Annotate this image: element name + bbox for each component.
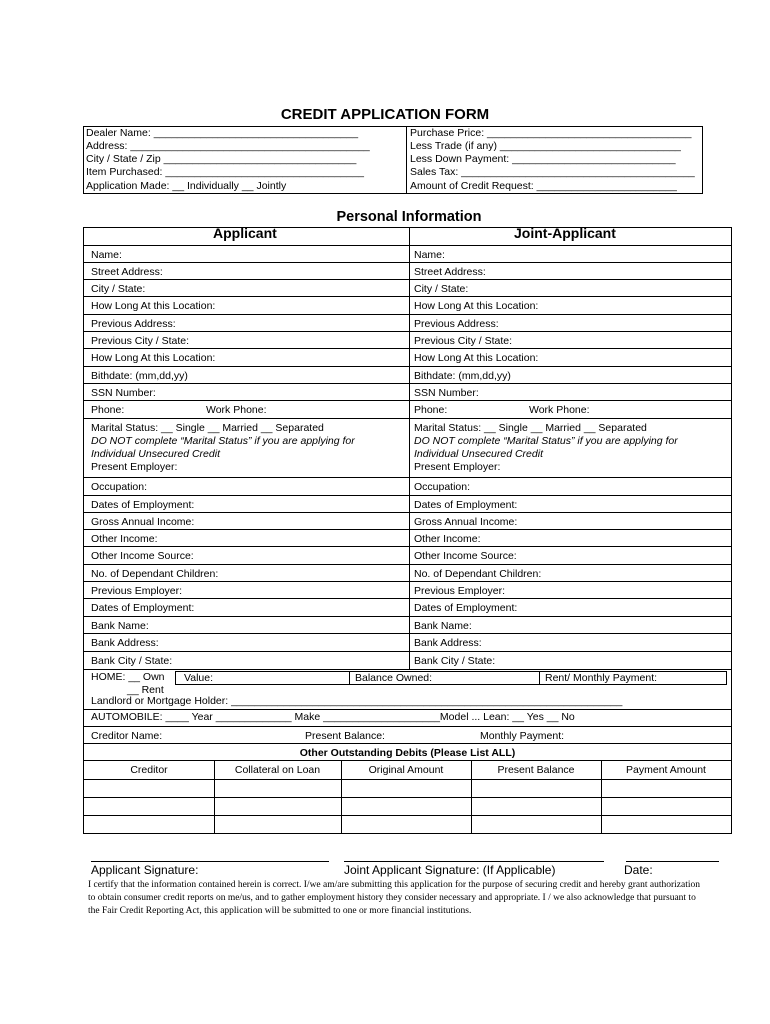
applicant-marital-note: DO NOT complete “Marital Status” if you are applying for	[91, 435, 355, 447]
applicant-ssn-field[interactable]: SSN Number:	[91, 387, 156, 399]
dealer-address-field[interactable]: Address: _________________________________________	[86, 140, 370, 152]
joint-work-phone-field[interactable]: Work Phone:	[529, 404, 590, 416]
balance-owned-field[interactable]: Balance Owned:	[355, 672, 433, 684]
joint-signature-line[interactable]	[344, 861, 604, 862]
rent-payment-field[interactable]: Rent/ Monthly Payment:	[545, 672, 658, 684]
date-line[interactable]	[626, 861, 719, 862]
applicant-prev-how-long-field[interactable]: How Long At this Location:	[91, 352, 216, 364]
joint-how-long-field[interactable]: How Long At this Location:	[414, 300, 539, 312]
automobile-field[interactable]: AUTOMOBILE: ____ Year _____________ Make ____________________Model ... Lean: __ Yes __ No	[91, 711, 575, 723]
applicant-prev-city-field[interactable]: Previous City / State:	[91, 335, 190, 347]
joint-signature-label: Joint Applicant Signature: (If Applicable)	[344, 863, 556, 877]
applicant-prev-address-field[interactable]: Previous Address:	[91, 318, 176, 330]
home-value-field[interactable]: Value:	[184, 672, 213, 684]
applicant-bank-address-field[interactable]: Bank Address:	[91, 637, 159, 649]
table-row	[84, 529, 731, 547]
dealer-city-state-zip-field[interactable]: City / State / Zip _________________________________	[86, 153, 357, 165]
debt-col-divider	[601, 760, 602, 833]
purchase-price-field[interactable]: Purchase Price: ___________________________________	[410, 127, 692, 139]
other-debts-title: Other Outstanding Debits (Please List ALL)	[299, 747, 516, 759]
dealer-box-divider	[406, 127, 407, 193]
applicant-how-long-field[interactable]: How Long At this Location:	[91, 300, 216, 312]
applicant-signature-line[interactable]	[91, 861, 329, 862]
joint-marital-note: DO NOT complete “Marital Status” if you are applying for	[414, 435, 678, 447]
table-row	[84, 348, 731, 367]
application-made-field[interactable]: Application Made: __ Individually __ Jointly	[86, 180, 287, 192]
joint-employment-dates-field[interactable]: Dates of Employment:	[414, 499, 518, 511]
joint-dependants-field[interactable]: No. of Dependant Children:	[414, 568, 542, 580]
creditor-name-field[interactable]: Creditor Name:	[91, 730, 163, 742]
automobile-row	[84, 709, 731, 727]
creditor-row	[84, 726, 731, 744]
applicant-other-income-field[interactable]: Other Income:	[91, 533, 158, 545]
joint-street-field[interactable]: Street Address:	[414, 266, 486, 278]
table-row	[84, 296, 731, 315]
home-value-box	[175, 671, 727, 685]
joint-marital-status-field[interactable]: Marital Status: __ Single __ Married __ Separated	[414, 422, 647, 434]
applicant-occupation-field[interactable]: Occupation:	[91, 481, 148, 493]
applicant-prev-employer-field[interactable]: Previous Employer:	[91, 585, 183, 597]
table-row	[84, 598, 731, 617]
table-row	[84, 279, 731, 297]
applicant-dependants-field[interactable]: No. of Dependant Children:	[91, 568, 219, 580]
applicant-work-phone-field[interactable]: Work Phone:	[206, 404, 267, 416]
applicant-bank-city-field[interactable]: Bank City / State:	[91, 655, 173, 667]
joint-phone-field[interactable]: Phone:	[414, 404, 448, 416]
debt-col-present: Present Balance	[497, 764, 575, 776]
table-row	[84, 460, 731, 477]
home-box-divider	[349, 671, 350, 685]
debt-col-divider	[341, 760, 342, 833]
home-box-divider-2	[539, 671, 540, 685]
applicant-income-source-field[interactable]: Other Income Source:	[91, 550, 194, 562]
applicant-header: Applicant	[213, 225, 277, 241]
applicant-employer-field[interactable]: Present Employer:	[91, 461, 178, 473]
table-row	[84, 581, 731, 599]
table-row	[84, 366, 731, 384]
personal-info-title: Personal Information	[336, 209, 482, 225]
table-row	[84, 651, 731, 670]
table-row	[84, 495, 731, 513]
joint-bank-address-field[interactable]: Bank Address:	[414, 637, 482, 649]
table-row	[84, 400, 731, 419]
home-own-option[interactable]: HOME: __ Own	[91, 671, 165, 683]
debt-col-divider	[214, 760, 215, 833]
joint-birthdate-field[interactable]: Bithdate: (mm,dd,yy)	[414, 370, 511, 382]
certification-text: I certify that the information contained herein is correct. I/we am/are submitting this application for the purpose of securing credit and hereby grant authorization to obtain consumer credit reports on me/us, and to gather employment history they consider necessary and appropriate. I / we also acknowledge that pursuant to the Fair Credit Reporting Act, this application will be submitted to one or more financial institutions.	[88, 880, 701, 916]
less-down-payment-field[interactable]: Less Down Payment: ____________________________	[410, 153, 676, 165]
debt-col-creditor: Creditor	[130, 764, 168, 776]
joint-prev-city-field[interactable]: Previous City / State:	[414, 335, 513, 347]
joint-other-income-field[interactable]: Other Income:	[414, 533, 481, 545]
less-trade-field[interactable]: Less Trade (if any) _______________________________	[410, 140, 681, 152]
other-debts-title-row	[84, 743, 731, 761]
joint-bank-name-field[interactable]: Bank Name:	[414, 620, 472, 632]
applicant-signature-label: Applicant Signature:	[91, 863, 199, 877]
landlord-row	[84, 695, 731, 709]
applicant-name-field[interactable]: Name:	[91, 249, 122, 261]
applicant-street-field[interactable]: Street Address:	[91, 266, 163, 278]
dealer-name-field[interactable]: Dealer Name: ___________________________________	[86, 127, 359, 139]
form-title: CREDIT APPLICATION FORM	[280, 106, 490, 123]
joint-prev-employer-field[interactable]: Previous Employer:	[414, 585, 506, 597]
home-row	[84, 669, 731, 696]
applicant-phone-field[interactable]: Phone:	[91, 404, 125, 416]
applicant-gross-income-field[interactable]: Gross Annual Income:	[91, 516, 195, 528]
debt-row[interactable]	[84, 779, 731, 798]
applicant-birthdate-field[interactable]: Bithdate: (mm,dd,yy)	[91, 370, 188, 382]
joint-name-field[interactable]: Name:	[414, 249, 445, 261]
applicant-city-state-field[interactable]: City / State:	[91, 283, 146, 295]
joint-ssn-field[interactable]: SSN Number:	[414, 387, 479, 399]
landlord-field[interactable]: Landlord or Mortgage Holder: ___________________________________________________________________	[91, 695, 623, 707]
table-row	[84, 383, 731, 401]
home-rent-option[interactable]: __ Rent	[127, 684, 164, 696]
table-row	[84, 245, 731, 263]
applicant-bank-name-field[interactable]: Bank Name:	[91, 620, 149, 632]
joint-prev-how-long-field[interactable]: How Long At this Location:	[414, 352, 539, 364]
item-purchased-field[interactable]: Item Purchased: __________________________________	[86, 166, 364, 178]
joint-bank-city-field[interactable]: Bank City / State:	[414, 655, 496, 667]
dealer-info-box	[83, 126, 703, 194]
table-row	[84, 331, 731, 349]
table-row	[84, 512, 731, 530]
joint-prev-address-field[interactable]: Previous Address:	[414, 318, 499, 330]
debt-col-divider	[471, 760, 472, 833]
table-row	[84, 564, 731, 582]
date-label: Date:	[624, 863, 653, 877]
table-row	[84, 546, 731, 565]
joint-prev-dates-field[interactable]: Dates of Employment:	[414, 602, 518, 614]
table-header-row	[84, 227, 731, 245]
table-row	[84, 633, 731, 652]
applicant-prev-dates-field[interactable]: Dates of Employment:	[91, 602, 195, 614]
table-row	[84, 477, 731, 496]
joint-income-source-field[interactable]: Other Income Source:	[414, 550, 517, 562]
table-row	[84, 262, 731, 280]
joint-applicant-header: Joint-Applicant	[514, 225, 616, 241]
joint-marital-note-2: Individual Unsecured Credit	[414, 448, 543, 460]
debt-row[interactable]	[84, 797, 731, 816]
joint-employer-field[interactable]: Present Employer:	[414, 461, 501, 473]
table-row	[84, 616, 731, 634]
joint-occupation-field[interactable]: Occupation:	[414, 481, 471, 493]
debt-row[interactable]	[84, 815, 731, 834]
debt-col-payment: Payment Amount	[626, 764, 706, 776]
credit-request-amount-field[interactable]: Amount of Credit Request: ________________________	[410, 180, 677, 192]
debt-col-original: Original Amount	[368, 764, 444, 776]
sales-tax-field[interactable]: Sales Tax: ________________________________________	[410, 166, 695, 178]
table-row	[84, 418, 731, 461]
applicant-marital-status-field[interactable]: Marital Status: __ Single __ Married __ Separated	[91, 422, 324, 434]
personal-info-table	[83, 227, 732, 834]
applicant-marital-note-2: Individual Unsecured Credit	[91, 448, 220, 460]
debts-header-row	[84, 760, 731, 780]
joint-gross-income-field[interactable]: Gross Annual Income:	[414, 516, 518, 528]
present-balance-field[interactable]: Present Balance:	[305, 730, 385, 742]
table-row	[84, 314, 731, 332]
joint-city-state-field[interactable]: City / State:	[414, 283, 469, 295]
debt-col-collateral: Collateral on Loan	[234, 764, 321, 776]
applicant-employment-dates-field[interactable]: Dates of Employment:	[91, 499, 195, 511]
monthly-payment-field[interactable]: Monthly Payment:	[480, 730, 565, 742]
